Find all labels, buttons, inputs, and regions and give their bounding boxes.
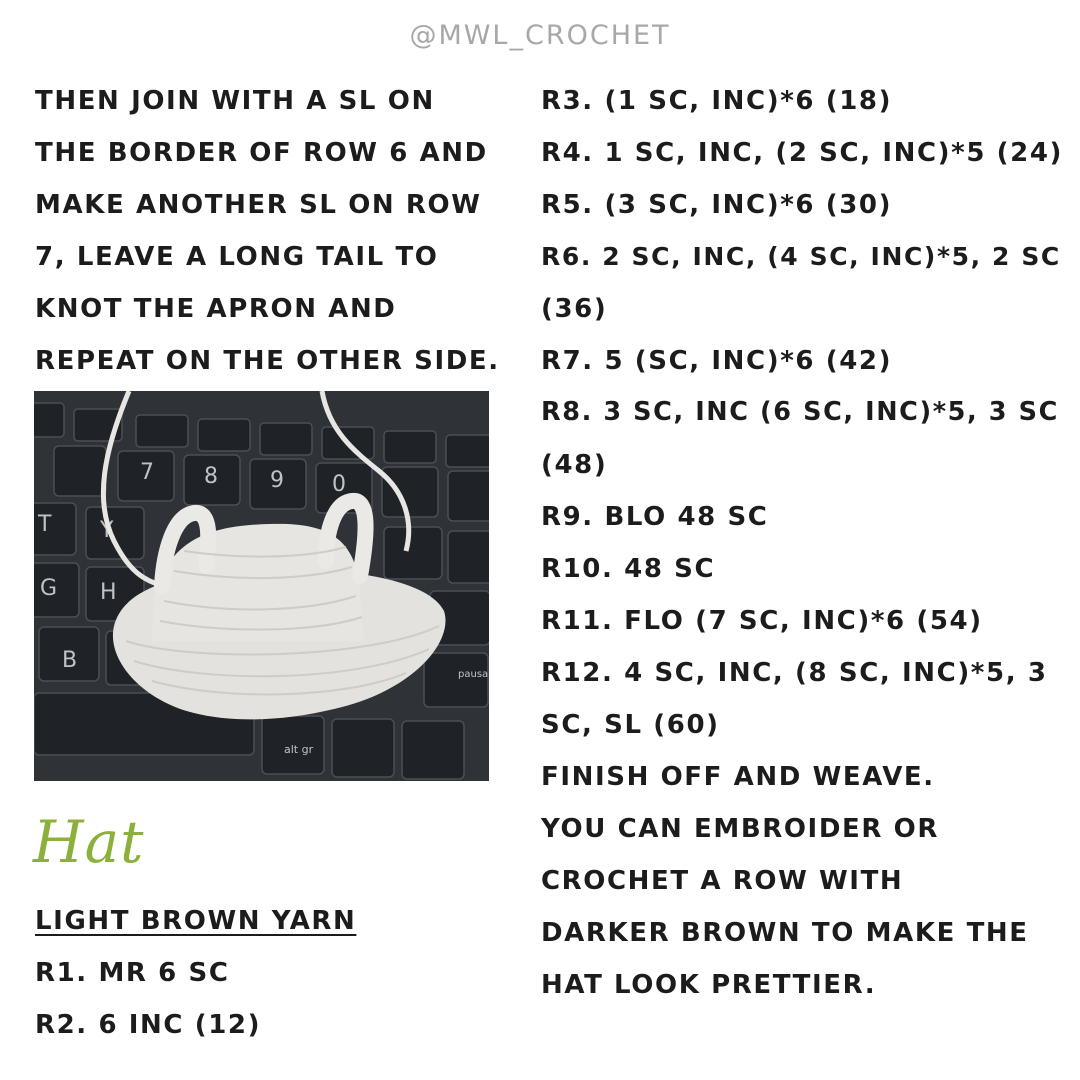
key-label: T: [38, 512, 52, 537]
instruction-line: 7, LEAVE A LONG TAIL TO: [35, 242, 439, 272]
row-instruction: SC, SL (60): [541, 710, 720, 740]
row-instruction: R7. 5 (SC, INC)*6 (42): [541, 346, 893, 376]
key-label: Y: [100, 518, 114, 543]
key-label: pausa: [458, 669, 489, 680]
key-label: H: [100, 580, 117, 605]
row-instruction: R2. 6 INC (12): [35, 1010, 262, 1040]
row-instruction: R5. (3 SC, INC)*6 (30): [541, 190, 893, 220]
row-instruction: (36): [541, 294, 608, 324]
finishing-note: CROCHET A ROW WITH: [541, 866, 904, 896]
crochet-apron-photo: [34, 391, 489, 781]
row-instruction: R12. 4 SC, INC, (8 SC, INC)*5, 3: [541, 658, 1048, 688]
yarn-label: LIGHT BROWN YARN: [35, 906, 357, 936]
instruction-line: REPEAT ON THE OTHER SIDE.: [35, 346, 500, 376]
key-label: 9: [270, 468, 284, 493]
row-instruction: R8. 3 SC, INC (6 SC, INC)*5, 3 SC: [541, 397, 1059, 427]
key-label: 0: [332, 472, 346, 497]
key-label: 8: [204, 464, 218, 489]
row-instruction: R3. (1 SC, INC)*6 (18): [541, 86, 893, 116]
row-instruction: R1. MR 6 SC: [35, 958, 230, 988]
key-label: alt gr: [284, 743, 314, 756]
finishing-note: FINISH OFF AND WEAVE.: [541, 762, 935, 792]
key-label: 7: [140, 460, 154, 485]
row-instruction: R4. 1 SC, INC, (2 SC, INC)*5 (24): [541, 138, 1064, 168]
key-label: G: [40, 576, 58, 601]
instruction-line: THE BORDER OF ROW 6 AND: [35, 138, 488, 168]
row-instruction: (48): [541, 450, 608, 480]
instruction-line: KNOT THE APRON AND: [35, 294, 397, 324]
row-instruction: R11. FLO (7 SC, INC)*6 (54): [541, 606, 983, 636]
section-title-hat: Hat: [33, 808, 145, 876]
finishing-note: YOU CAN EMBROIDER OR: [541, 814, 939, 844]
row-instruction: R10. 48 SC: [541, 554, 716, 584]
finishing-note: HAT LOOK PRETTIER.: [541, 970, 877, 1000]
instruction-line: THEN JOIN WITH A SL ON: [35, 86, 435, 116]
row-instruction: R6. 2 SC, INC, (4 SC, INC)*5, 2 SC: [541, 242, 1061, 271]
key-label: B: [62, 648, 78, 673]
row-instruction: R9. BLO 48 SC: [541, 502, 769, 532]
instruction-line: MAKE ANOTHER SL ON ROW: [35, 190, 482, 220]
account-handle: @MWL_CROCHET: [409, 20, 671, 51]
finishing-note: DARKER BROWN TO MAKE THE: [541, 918, 1029, 948]
